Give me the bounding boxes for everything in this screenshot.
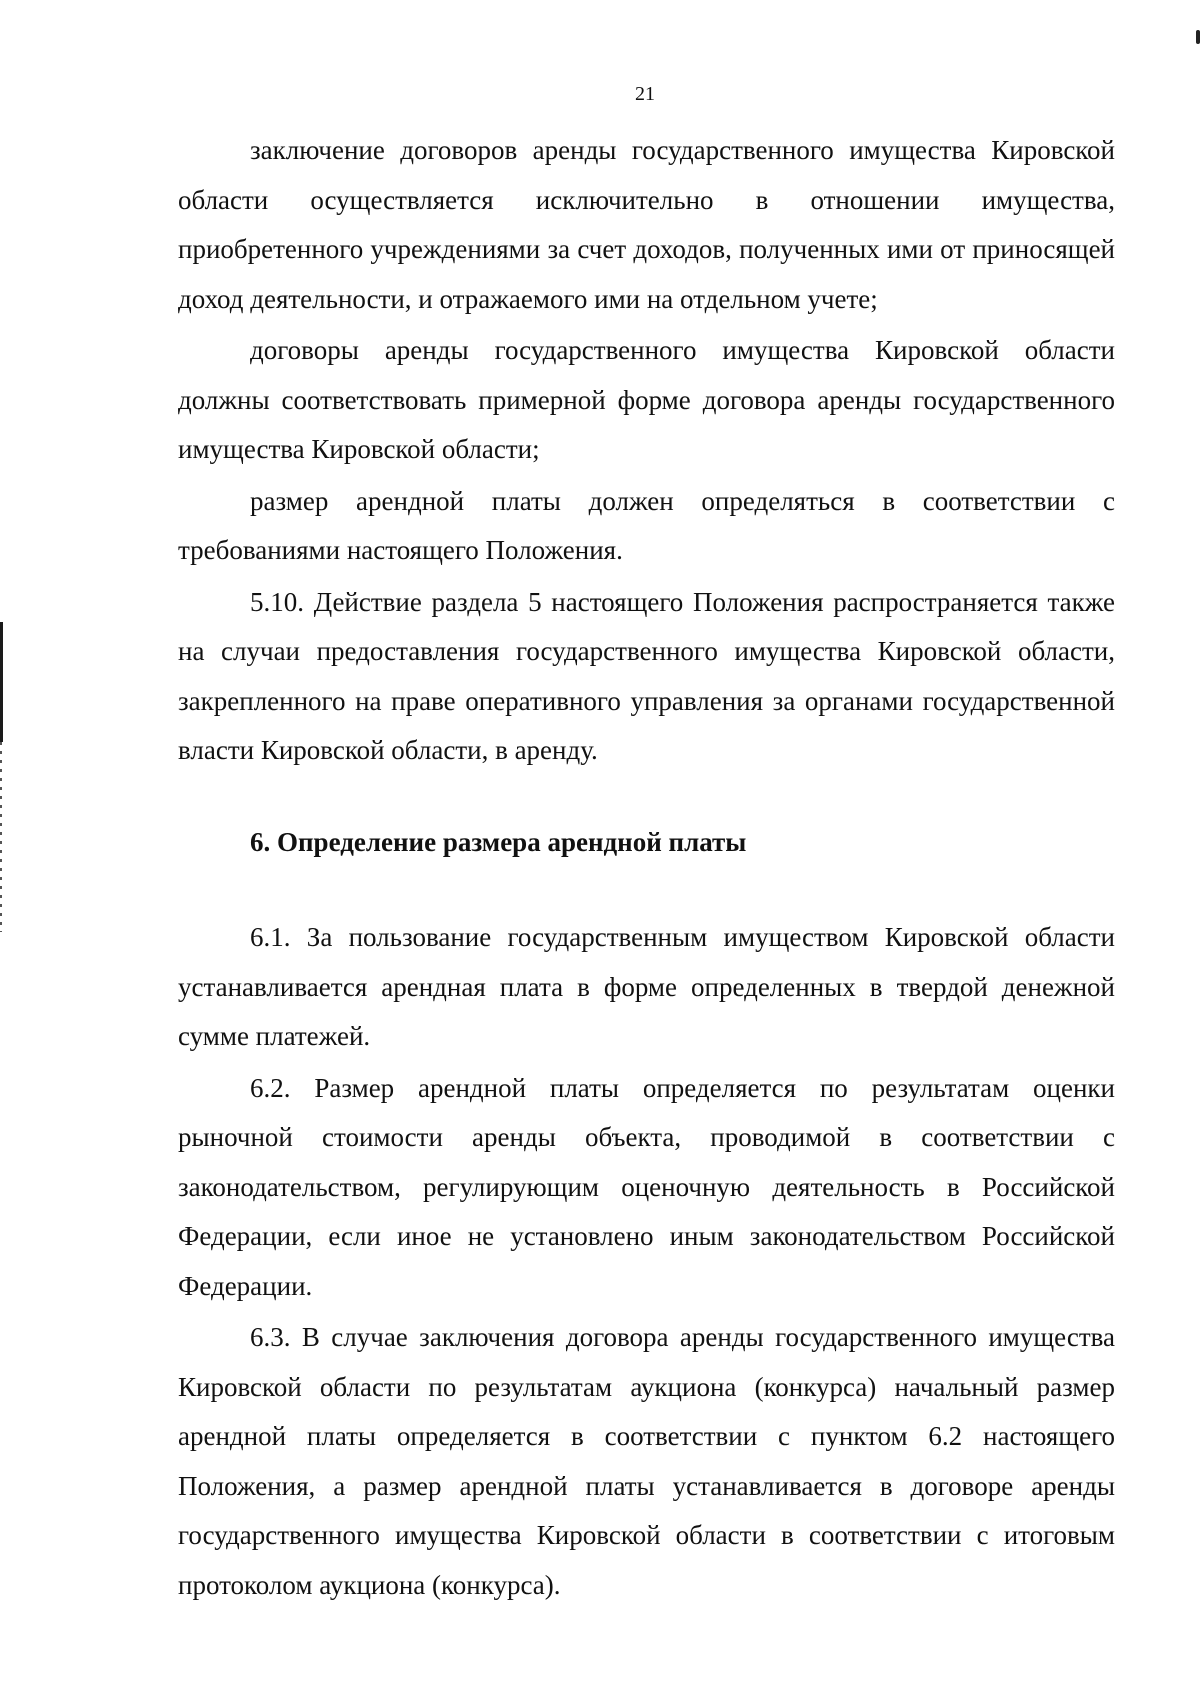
page-number: 21: [635, 83, 655, 105]
paragraph: размер арендной платы должен определяться в соответствии с требованиями настоящего Положения.: [178, 485, 1115, 565]
section-heading: 6. Определение размера арендной платы: [250, 826, 747, 857]
scan-artifact: [1196, 30, 1200, 44]
document-body: [178, 126, 1115, 1612]
paragraph: 6.3. В случае заключения договора аренды государственного имущества Кировской области по результатам аукциона (конкурса) начальный размер арендной платы определяется в соответствии с пунктом 6.2 настоящего Положения, а размер арендной платы устанавливается в договоре аренды государственного имущества Кировской области в соответствии с итоговым протоколом аукциона (конкурса).: [178, 1322, 1115, 1600]
paragraph: 6.2. Размер арендной платы определяется по результатам оценки рыночной стоимости аренды объекта, проводимой в соответствии с законодательством, регулирующим оценочную деятельность в Российской Федерации, если иное не установлено иным законодательством Российской Федерации.: [178, 1072, 1115, 1301]
paragraph: договоры аренды государственного имущества Кировской области должны соответствовать примерной форме договора аренды государственного имущества Кировской области;: [178, 335, 1115, 464]
scan-artifact: [0, 742, 2, 932]
paragraph: заключение договоров аренды государственного имущества Кировской области осуществляется исключительно в отношении имущества, приобретенного учреждениями за счет доходов, полученных ими от приносящей доход деятельности, и отражаемого ими на отдельном учете;: [178, 135, 1115, 314]
scan-artifact: [0, 622, 3, 742]
paragraph: 5.10. Действие раздела 5 настоящего Положения распространяется также на случаи предоставления государственного имущества Кировской области, закрепленного на праве оперативного управления за органами государственной власти Кировской области, в аренду.: [178, 586, 1115, 765]
paragraph: 6.1. За пользование государственным имуществом Кировской области устанавливается арендная плата в форме определенных в твердой денежной сумме платежей.: [178, 922, 1115, 1051]
